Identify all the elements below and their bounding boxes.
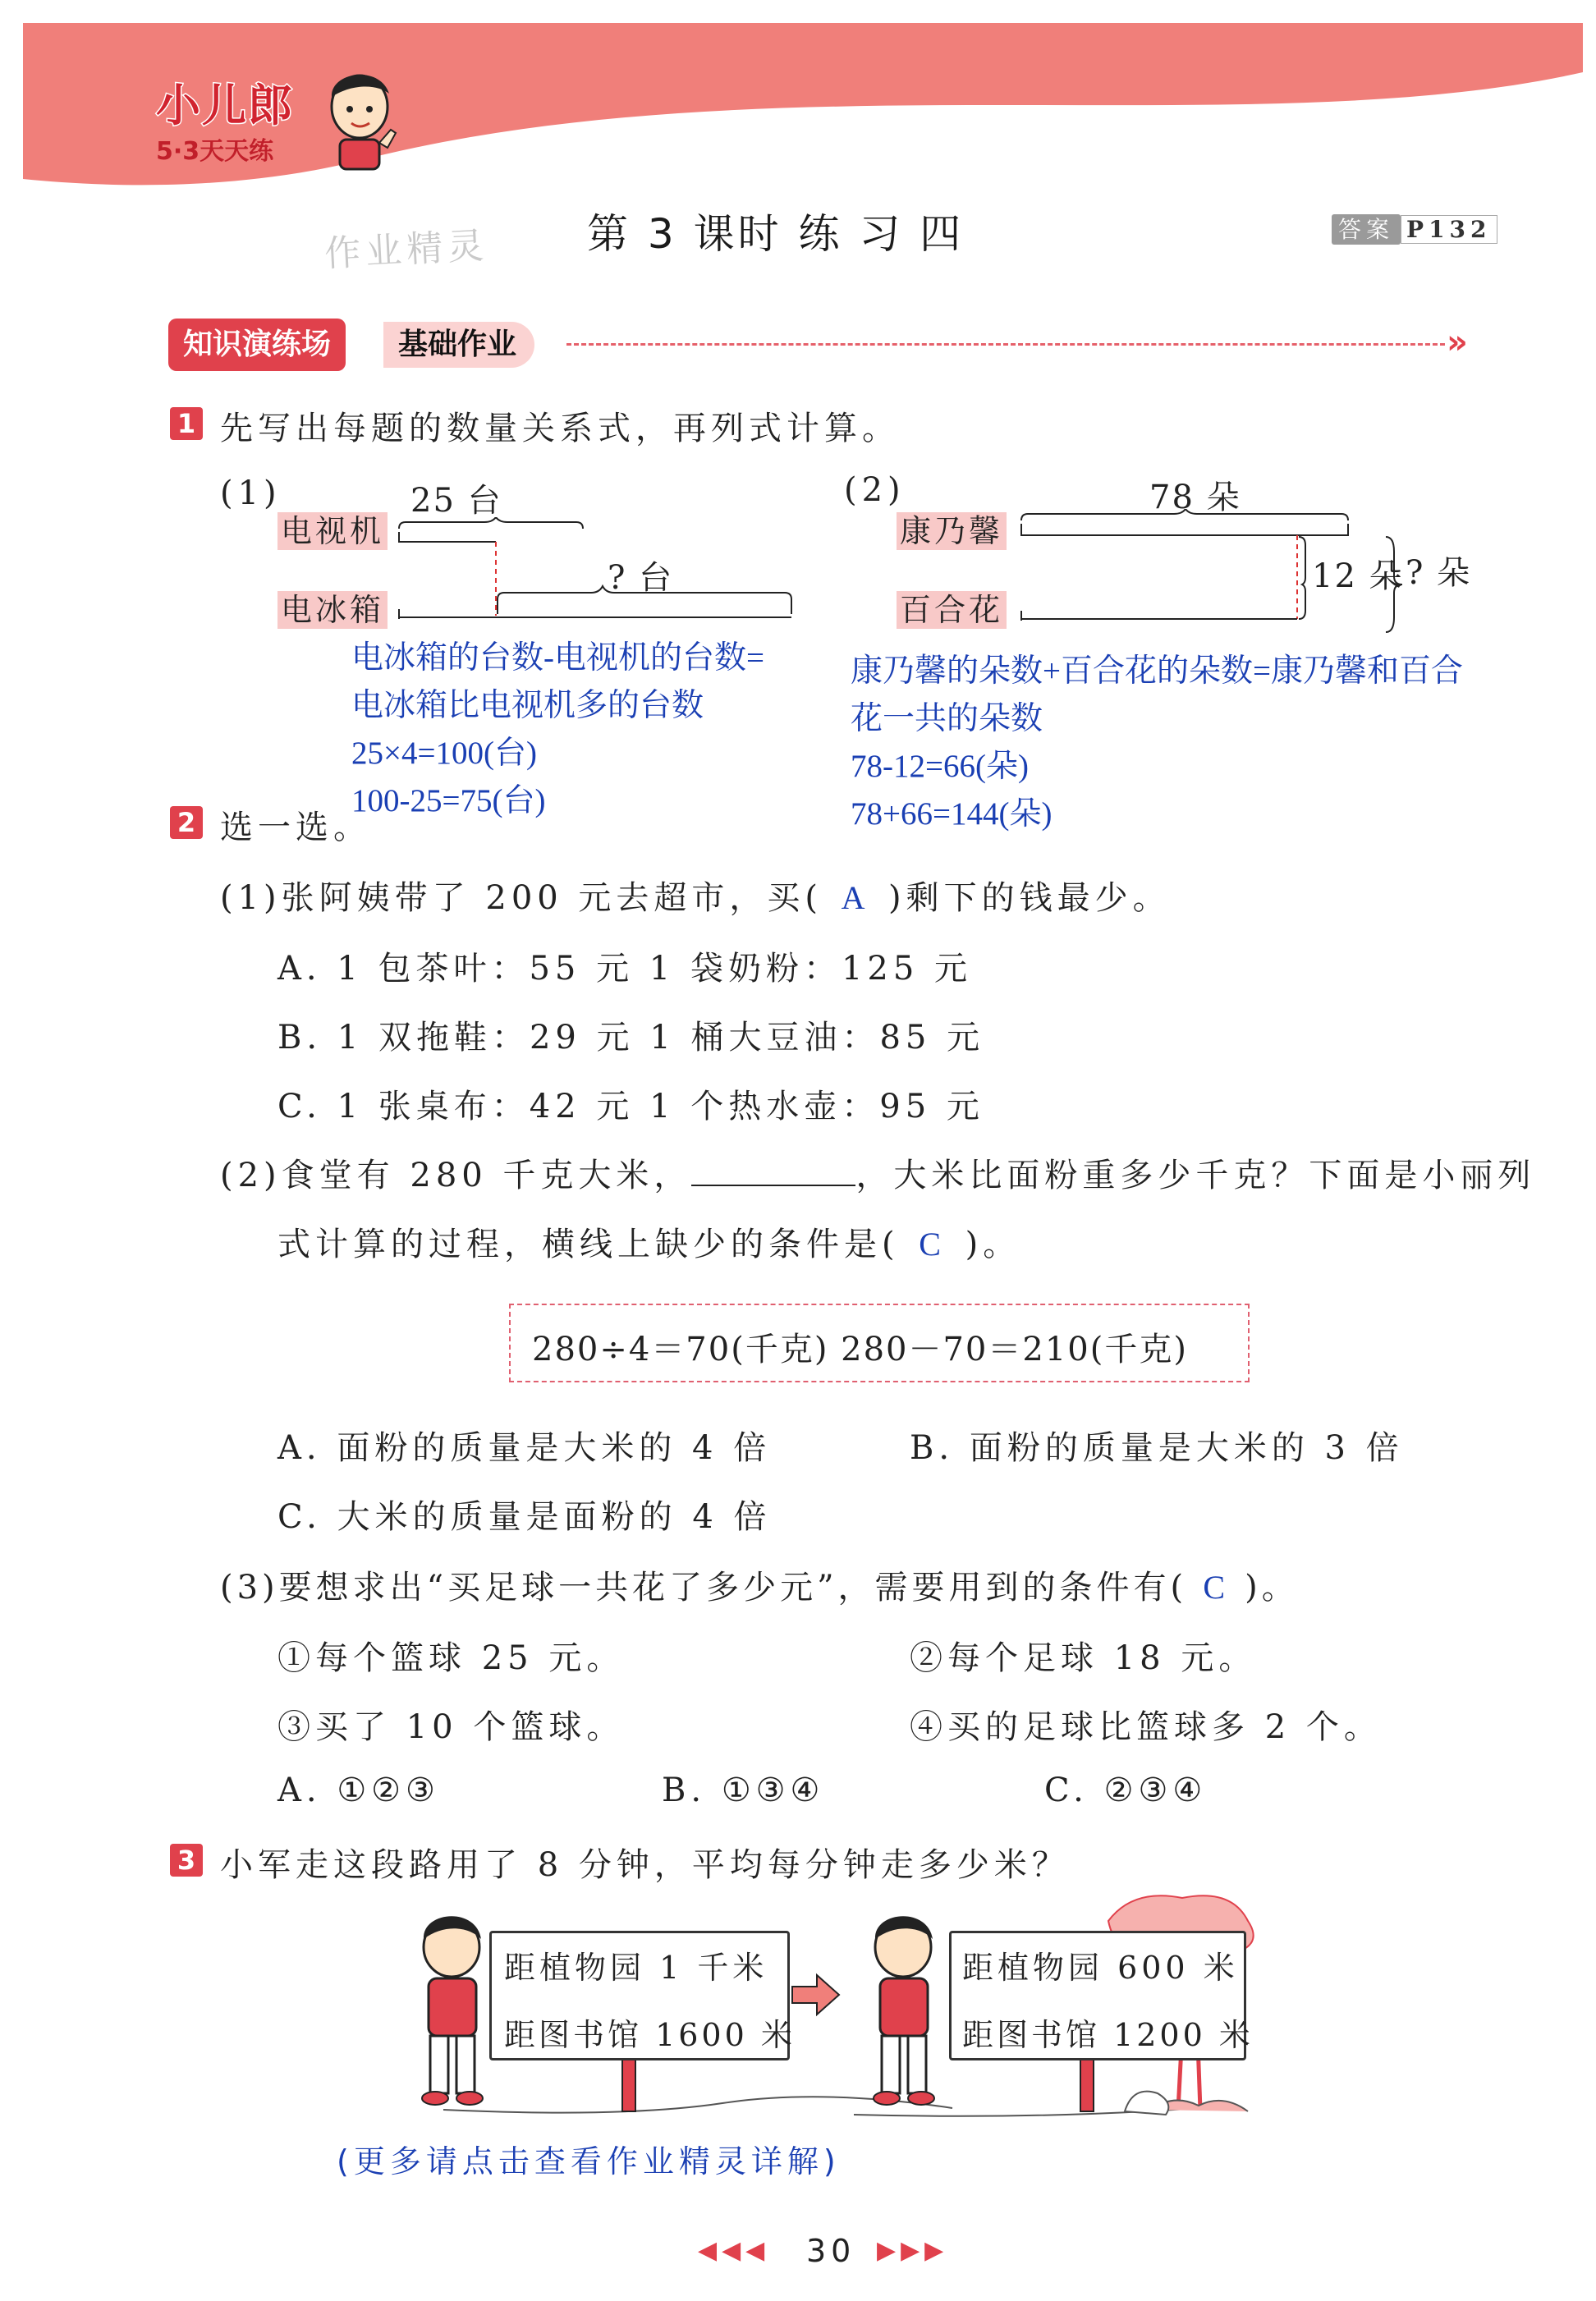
q2-sub1-stem-a: (1)张阿姨带了 200 元去超市，买( bbox=[220, 879, 823, 917]
next-page-icon: ▶▶▶ bbox=[877, 2236, 949, 2265]
q2-sub2-formula: 280÷4＝70(千克) 280－70＝210(千克) bbox=[532, 1331, 1188, 1368]
question-1-prompt: 先写出每题的数量关系式，再列式计算。 bbox=[220, 410, 900, 447]
q2-sub3-option-c[interactable]: C. ②③④ bbox=[1044, 1772, 1208, 1809]
q1-part2-segment-diagram bbox=[1018, 509, 1363, 624]
q1-part1-top-label: 25 台 bbox=[410, 482, 502, 520]
brand-name: 小儿郎 bbox=[156, 80, 294, 131]
q2-sub2-stem-c: 式计算的过程，横线上缺少的条件是( bbox=[277, 1226, 900, 1263]
more-details-link[interactable]: (更多请点击查看作业精灵详解) bbox=[337, 2143, 841, 2180]
arrow-right-icon bbox=[792, 1975, 839, 2015]
q3-sign-1-line-1: 距植物园 1 千米 bbox=[504, 1950, 768, 1986]
page-number: 30 bbox=[806, 2233, 856, 2269]
q2-sub2-stem-b: ，大米比面粉重多少千克？下面是小丽列 bbox=[855, 1157, 1536, 1194]
q3-sign-1-line-2: 距图书馆 1600 米 bbox=[504, 2017, 796, 2053]
q2-sub3-answer[interactable]: C bbox=[1203, 1569, 1230, 1606]
question-2-prompt: 选一选。 bbox=[220, 809, 371, 846]
brand-logo bbox=[156, 71, 294, 167]
q2-sub3-stem-a: (3)要想求出“买足球一共花了多少元”，需要用到的条件有( bbox=[220, 1569, 1188, 1607]
q2-sub3-option-b[interactable]: B. ①③④ bbox=[662, 1772, 825, 1809]
answer-reference bbox=[1332, 212, 1497, 245]
section-label-basic: 基础作业 bbox=[383, 322, 534, 368]
question-number-3: 3 bbox=[170, 1844, 203, 1877]
q3-sign-2-line-2: 距图书馆 1200 米 bbox=[962, 2017, 1254, 2053]
q2-sub3-stem bbox=[220, 1561, 1299, 1608]
q1-part2-diff-label: 12 朵 bbox=[1312, 557, 1404, 595]
q2-sub2-stem-d: )。 bbox=[965, 1226, 1021, 1263]
q2-sub3-option-a[interactable]: A. ①②③ bbox=[277, 1772, 440, 1809]
q1-part2-unknown: ? 朵 bbox=[1406, 554, 1472, 592]
q2-sub3-condition-3: ③买了 10 个篮球。 bbox=[277, 1708, 625, 1746]
q2-sub2-stem-a: (2)食堂有 280 千克大米， bbox=[220, 1157, 692, 1194]
q1-part2-answer-line-1: 康乃馨的朵数+百合花的朵数=康乃馨和百合 bbox=[851, 653, 1463, 689]
q1-part1-segment-diagram bbox=[394, 517, 796, 624]
q2-sub1-option-a[interactable]: A. 1 包茶叶：55 元 1 袋奶粉：125 元 bbox=[277, 950, 973, 988]
lesson-title: 第 3 课时 练 习 四 bbox=[587, 210, 965, 258]
section-divider bbox=[566, 343, 1445, 346]
section-label-practice: 知识演练场 bbox=[168, 319, 346, 371]
mascot-boy-icon bbox=[322, 64, 397, 171]
q2-sub2-answer[interactable]: C bbox=[919, 1226, 946, 1263]
question-number-1: 1 bbox=[170, 407, 203, 440]
q1-part2-row2-label: 百合花 bbox=[897, 591, 1007, 629]
q2-sub2-option-c[interactable]: C. 大米的质量是面粉的 4 倍 bbox=[277, 1498, 772, 1536]
q2-sub2-stem-line1 bbox=[220, 1149, 1535, 1196]
q2-sub2-option-a[interactable]: A. 面粉的质量是大米的 4 倍 bbox=[277, 1429, 772, 1467]
q1-part1-row2-label: 电冰箱 bbox=[277, 591, 388, 629]
q2-sub1-stem bbox=[220, 872, 1171, 919]
q1-part2-row1-label: 康乃馨 bbox=[897, 512, 1007, 550]
boy-left-icon bbox=[422, 1916, 483, 2105]
q2-sub1-stem-b: )剩下的钱最少。 bbox=[888, 879, 1171, 917]
q3-sign-2-line-1: 距植物园 600 米 bbox=[962, 1950, 1239, 1986]
q1-part1-row1-label: 电视机 bbox=[277, 512, 388, 550]
q2-sub3-condition-2: ②每个足球 18 元。 bbox=[910, 1639, 1257, 1677]
q2-sub3-condition-1: ①每个篮球 25 元。 bbox=[277, 1639, 625, 1677]
q1-part2-answer-line-4: 78+66=144(朵) bbox=[851, 796, 1053, 832]
q1-part1-answer-line-3: 25×4=100(台) bbox=[351, 736, 537, 771]
q1-part1-unknown: ? 台 bbox=[608, 559, 674, 597]
q1-part1-answer-line-4: 100-25=75(台) bbox=[351, 783, 546, 818]
brand-series: 5·3天天练 bbox=[156, 137, 274, 166]
q1-part2-index: (2) bbox=[844, 471, 906, 509]
boy-right-icon bbox=[874, 1916, 934, 2105]
question-3-prompt: 小军走这段路用了 8 分钟，平均每分钟走多少米？ bbox=[220, 1846, 1070, 1884]
q2-sub2-blank[interactable] bbox=[691, 1155, 855, 1186]
q1-part1-answer-line-2: 电冰箱比电视机多的台数 bbox=[351, 688, 704, 723]
q1-part2-answer-line-3: 78-12=66(朵) bbox=[851, 749, 1029, 784]
answer-page[interactable]: P132 bbox=[1401, 215, 1497, 244]
q2-sub2-option-b[interactable]: B. 面粉的质量是大米的 3 倍 bbox=[910, 1429, 1404, 1467]
q2-sub3-stem-b: )。 bbox=[1245, 1569, 1299, 1607]
question-number-2: 2 bbox=[170, 806, 203, 839]
q2-sub1-option-b[interactable]: B. 1 双拖鞋：29 元 1 桶大豆油：85 元 bbox=[277, 1019, 985, 1057]
chevron-right-icon: » bbox=[1447, 323, 1468, 361]
q2-sub3-condition-4: ④买的足球比篮球多 2 个。 bbox=[910, 1708, 1382, 1746]
q1-part2-top-label: 78 朵 bbox=[1149, 479, 1241, 516]
q1-part2-answer-line-2: 花一共的朵数 bbox=[851, 701, 1043, 736]
q1-part1-index: (1) bbox=[220, 474, 282, 512]
q2-sub2-stem-line2 bbox=[277, 1218, 1020, 1265]
prev-page-icon: ◀◀◀ bbox=[698, 2236, 770, 2265]
q1-part1-answer-line-1: 电冰箱的台数-电视机的台数= bbox=[351, 640, 764, 676]
answer-label: 答案 bbox=[1332, 214, 1401, 245]
watermark-logo: 作业精灵 bbox=[323, 224, 490, 276]
q2-sub1-option-c[interactable]: C. 1 张桌布：42 元 1 个热水壶：95 元 bbox=[277, 1088, 984, 1125]
q2-sub1-answer[interactable]: A bbox=[841, 879, 870, 916]
